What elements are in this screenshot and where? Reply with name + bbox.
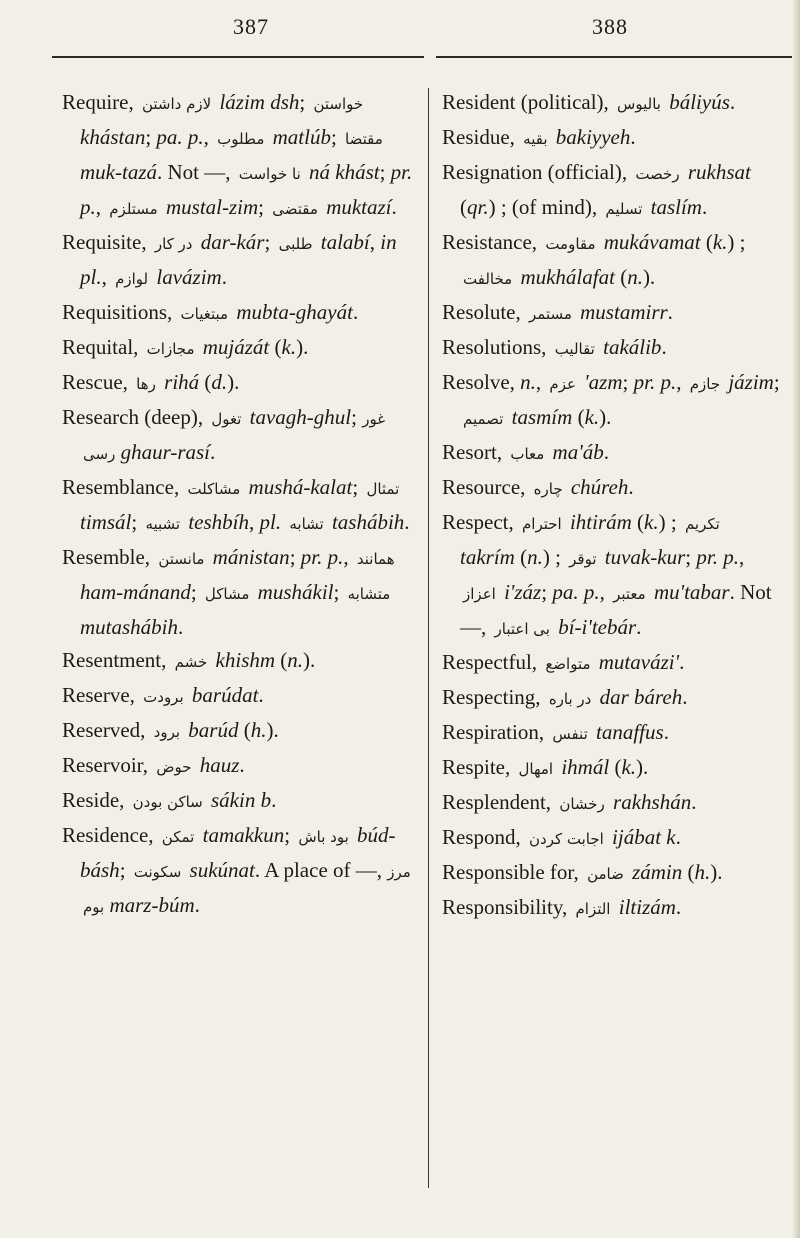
transliteration: pa. p. bbox=[552, 580, 600, 604]
transliteration: n. bbox=[287, 648, 304, 672]
entry-text: Resemble, bbox=[62, 545, 156, 569]
entry-text: Resolute, bbox=[442, 300, 526, 324]
dictionary-entry bbox=[442, 751, 782, 786]
entry-text: . bbox=[729, 90, 736, 114]
entry-text: . bbox=[194, 893, 200, 917]
dictionary-entry bbox=[442, 786, 782, 821]
transliteration: in pl. bbox=[80, 230, 397, 289]
persian-word: ساکن بودن bbox=[132, 793, 203, 811]
entry-text: , bbox=[738, 545, 745, 569]
entry-text: ( bbox=[269, 335, 282, 359]
entry-text: , bbox=[676, 370, 687, 394]
entry-text: Responsible for, bbox=[442, 860, 585, 884]
entry-text: Resentment, bbox=[62, 648, 172, 672]
persian-word: عزم bbox=[549, 375, 576, 393]
transliteration: mu'tabar bbox=[648, 580, 730, 604]
persian-word: ضامن bbox=[587, 865, 624, 883]
transliteration: taslím bbox=[645, 195, 702, 219]
entry-text: ; bbox=[284, 823, 296, 847]
dictionary-entry bbox=[442, 856, 782, 891]
transliteration: bí-i'tebár bbox=[552, 615, 637, 639]
transliteration: qr. bbox=[467, 195, 489, 219]
entry-text: ; bbox=[541, 580, 553, 604]
persian-word: غور رسی bbox=[83, 410, 386, 463]
transliteration: báliyús bbox=[663, 90, 730, 114]
entry-text: ) ; (of mind), bbox=[488, 195, 603, 219]
persian-word: مطلوب bbox=[217, 130, 265, 148]
persian-word: تقالیب bbox=[554, 340, 595, 358]
transliteration: dar-kár bbox=[195, 230, 265, 254]
entry-text: Respond, bbox=[442, 825, 526, 849]
entry-text: , bbox=[249, 510, 260, 534]
entry-text: . bbox=[679, 650, 685, 674]
dictionary-entry bbox=[442, 156, 782, 226]
dictionary-entry bbox=[62, 749, 414, 784]
persian-word: تغول bbox=[211, 410, 242, 428]
persian-word: متواضع bbox=[545, 655, 591, 673]
transliteration: tasmím bbox=[506, 405, 573, 429]
transliteration: ijábat k bbox=[606, 825, 676, 849]
transliteration: dar báreh bbox=[594, 685, 683, 709]
transliteration: rihá bbox=[158, 370, 200, 394]
entry-text: . bbox=[663, 720, 669, 744]
entry-text: Resolutions, bbox=[442, 335, 552, 359]
transliteration: h. bbox=[694, 860, 711, 884]
entry-text: ; bbox=[333, 580, 345, 604]
transliteration: pr. p. bbox=[696, 545, 739, 569]
transliteration: n. bbox=[627, 265, 643, 289]
entry-text: . bbox=[258, 683, 264, 707]
transliteration: mánistan bbox=[207, 545, 290, 569]
entry-text: ; bbox=[352, 475, 364, 499]
entry-text: . bbox=[675, 825, 681, 849]
entry-text: ( bbox=[514, 545, 528, 569]
entry-text: , bbox=[535, 370, 547, 394]
dictionary-entry bbox=[442, 436, 782, 471]
persian-word: مشاکلت bbox=[187, 480, 241, 498]
transliteration: takálib bbox=[597, 335, 662, 359]
persian-word: حوض bbox=[156, 758, 192, 776]
transliteration: d. bbox=[211, 370, 228, 394]
dictionary-entry bbox=[62, 784, 414, 819]
persian-word: تمکن bbox=[161, 828, 195, 846]
transliteration: hauz bbox=[194, 753, 240, 777]
transliteration: tanaffus bbox=[590, 720, 664, 744]
persian-word: متشابه bbox=[347, 585, 391, 603]
transliteration: pr. p. bbox=[300, 545, 344, 569]
transliteration: rakhshán bbox=[607, 790, 692, 814]
transliteration: barúdat bbox=[186, 683, 259, 707]
persian-word: معتبر bbox=[613, 585, 646, 603]
persian-word: مجازات bbox=[146, 340, 195, 358]
transliteration: tamakkun bbox=[197, 823, 285, 847]
persian-word: لازم داشتن bbox=[141, 95, 212, 113]
transliteration: tavagh-ghul bbox=[244, 405, 352, 429]
transliteration: pa. p. bbox=[156, 125, 204, 149]
transliteration: mustamirr bbox=[574, 300, 668, 324]
entry-text: Residence, bbox=[62, 823, 159, 847]
entry-text: Respiration, bbox=[442, 720, 550, 744]
entry-text: Requisitions, bbox=[62, 300, 178, 324]
persian-word: بقیه bbox=[523, 130, 548, 148]
entry-text: ; bbox=[145, 125, 157, 149]
transliteration: muktazí bbox=[320, 195, 392, 219]
persian-word: مقتضی bbox=[272, 200, 318, 218]
entry-text: . bbox=[271, 788, 277, 812]
entry-text: Requital, bbox=[62, 335, 144, 359]
entry-text: ( bbox=[275, 648, 288, 672]
transliteration: mubta-ghayát bbox=[231, 300, 353, 324]
persian-word: بی اعتبار bbox=[494, 620, 550, 638]
entry-text: . Not —, bbox=[460, 580, 772, 639]
transliteration: barúd bbox=[183, 718, 239, 742]
entry-text: . bbox=[661, 335, 667, 359]
persian-word: رخشان bbox=[559, 795, 605, 813]
entry-text: ). bbox=[266, 718, 279, 742]
persian-word: بود باش bbox=[298, 828, 349, 846]
dictionary-entry bbox=[442, 331, 782, 366]
entry-text: ). bbox=[227, 370, 240, 394]
entry-text: Require, bbox=[62, 90, 139, 114]
entry-text: ( bbox=[199, 370, 212, 394]
entry-text: Respectful, bbox=[442, 650, 543, 674]
entry-text: ( bbox=[460, 195, 467, 219]
dictionary-entry bbox=[442, 681, 782, 716]
persian-word: همانند bbox=[356, 550, 395, 568]
transliteration: lavázim bbox=[151, 265, 222, 289]
entry-text: . bbox=[210, 440, 216, 464]
transliteration: mutashábih bbox=[80, 615, 179, 639]
entry-text: Requisite, bbox=[62, 230, 152, 254]
transliteration: h. bbox=[250, 718, 267, 742]
transliteration: iltizám bbox=[613, 895, 676, 919]
entry-text: Residue, bbox=[442, 125, 521, 149]
persian-word: التزام bbox=[575, 900, 611, 918]
transliteration: k. bbox=[644, 510, 659, 534]
persian-word: مقاومت bbox=[545, 235, 596, 253]
transliteration: k. bbox=[712, 230, 728, 254]
entry-text: ; bbox=[289, 545, 301, 569]
page-number-right: 388 bbox=[592, 14, 628, 39]
persian-word: طلبی bbox=[278, 235, 313, 253]
persian-word: توقر bbox=[569, 550, 597, 568]
entry-text: Reside, bbox=[62, 788, 130, 812]
entry-text: Resolve, bbox=[442, 370, 521, 394]
persian-word: رها bbox=[136, 375, 156, 393]
transliteration: khástan bbox=[80, 125, 146, 149]
entry-text: . bbox=[691, 790, 697, 814]
entry-text: ; bbox=[299, 90, 311, 114]
entry-text: . bbox=[391, 195, 397, 219]
transliteration: sukúnat bbox=[184, 858, 255, 882]
entry-text: ; bbox=[119, 858, 131, 882]
dictionary-entry bbox=[62, 819, 414, 924]
dictionary-entry bbox=[62, 679, 414, 714]
header-rule-right bbox=[436, 56, 798, 58]
entry-text: ; bbox=[351, 405, 363, 429]
entry-text: Reserve, bbox=[62, 683, 141, 707]
entry-text: Resistance, bbox=[442, 230, 543, 254]
entry-text: ; bbox=[258, 195, 270, 219]
entry-text: ( bbox=[572, 405, 585, 429]
entry-text: ). bbox=[303, 648, 316, 672]
transliteration: rukhsat bbox=[682, 160, 751, 184]
left-column bbox=[62, 86, 414, 924]
transliteration: mustal-zim bbox=[160, 195, 259, 219]
entry-text: ( bbox=[682, 860, 695, 884]
transliteration: talabí bbox=[315, 230, 370, 254]
entry-text: . bbox=[636, 615, 642, 639]
transliteration: jázim bbox=[723, 370, 774, 394]
dictionary-entry bbox=[62, 714, 414, 749]
persian-word: مخالفت bbox=[463, 270, 513, 288]
entry-text: . bbox=[675, 895, 682, 919]
dictionary-entry bbox=[442, 296, 782, 331]
column-divider bbox=[428, 88, 429, 1188]
transliteration: 'azm bbox=[578, 370, 623, 394]
entry-text: , bbox=[95, 195, 107, 219]
entry-text: Resident (political), bbox=[442, 90, 615, 114]
transliteration: marz-búm bbox=[104, 893, 195, 917]
entry-text: Research (deep), bbox=[62, 405, 209, 429]
persian-word: احترام bbox=[521, 515, 562, 533]
persian-word: مانستن bbox=[158, 550, 205, 568]
entry-text: . bbox=[239, 753, 245, 777]
persian-word: تصمیم bbox=[463, 410, 504, 428]
transliteration: k. bbox=[621, 755, 637, 779]
entry-text: Respite, bbox=[442, 755, 516, 779]
persian-word: اجابت کردن bbox=[529, 830, 604, 848]
transliteration: ná khást bbox=[303, 160, 380, 184]
entry-text: ( bbox=[614, 265, 628, 289]
entry-text: . bbox=[404, 510, 410, 534]
dictionary-entry bbox=[62, 366, 414, 401]
entry-text: ). bbox=[710, 860, 723, 884]
persian-word: امهال bbox=[518, 760, 554, 778]
transliteration: pr. p. bbox=[633, 370, 677, 394]
transliteration: tuvak-kur bbox=[599, 545, 686, 569]
transliteration: n. bbox=[527, 545, 543, 569]
transliteration: zámin bbox=[626, 860, 683, 884]
entry-text: ) ; bbox=[658, 510, 682, 534]
transliteration: ihmál bbox=[556, 755, 610, 779]
transliteration: ham-mánand bbox=[80, 580, 191, 604]
transliteration: mutavázi' bbox=[593, 650, 680, 674]
entry-text: Reservoir, bbox=[62, 753, 154, 777]
transliteration: chúreh bbox=[565, 475, 629, 499]
page-edge-shadow bbox=[792, 0, 800, 1238]
entry-text: Respecting, bbox=[442, 685, 546, 709]
dictionary-entry bbox=[442, 646, 782, 681]
entry-text: Respect, bbox=[442, 510, 519, 534]
dictionary-entry bbox=[442, 366, 782, 436]
persian-word: مستمر bbox=[529, 305, 572, 323]
persian-word: رخصت bbox=[635, 165, 680, 183]
persian-word: مقتضا bbox=[345, 130, 383, 148]
entry-text: . Not —, bbox=[157, 160, 236, 184]
dictionary-entry bbox=[62, 296, 414, 331]
persian-word: چاره bbox=[533, 480, 563, 498]
header-rule-left bbox=[52, 56, 424, 58]
transliteration: n. bbox=[520, 370, 536, 394]
entry-text: ; bbox=[190, 580, 202, 604]
transliteration: ma'áb bbox=[547, 440, 604, 464]
transliteration: pr. p. bbox=[80, 160, 413, 219]
transliteration: k. bbox=[281, 335, 297, 359]
dictionary-entry bbox=[62, 86, 414, 226]
transliteration: khishm bbox=[210, 648, 276, 672]
entry-text: . bbox=[221, 265, 227, 289]
persian-word: در کار bbox=[154, 235, 193, 253]
transliteration: i'záz bbox=[498, 580, 542, 604]
dictionary-entry bbox=[62, 226, 414, 296]
persian-word: مرز بوم bbox=[83, 863, 411, 916]
transliteration: mukávamat bbox=[598, 230, 701, 254]
transliteration: búd-básh bbox=[80, 823, 396, 882]
entry-text: , bbox=[101, 265, 113, 289]
right-column bbox=[442, 86, 782, 926]
transliteration: tashábih bbox=[326, 510, 405, 534]
transliteration: muk-tazá bbox=[80, 160, 157, 184]
entry-text: ( bbox=[631, 510, 645, 534]
entry-text: ) ; bbox=[727, 230, 746, 254]
entry-text: ; bbox=[379, 160, 391, 184]
persian-word: تسلیم bbox=[605, 200, 643, 218]
entry-text: Responsibility, bbox=[442, 895, 573, 919]
entry-text: Resemblance, bbox=[62, 475, 185, 499]
entry-text: ( bbox=[700, 230, 713, 254]
entry-text: ) ; bbox=[542, 545, 567, 569]
persian-word: لوازم bbox=[115, 270, 149, 288]
dictionary-entry bbox=[442, 821, 782, 856]
entry-text: ; bbox=[622, 370, 634, 394]
page-header bbox=[0, 0, 800, 60]
entry-text: ( bbox=[609, 755, 622, 779]
persian-word: بالیوس bbox=[617, 95, 661, 113]
persian-word: مشاکل bbox=[204, 585, 250, 603]
entry-text: ( bbox=[238, 718, 251, 742]
dictionary-entry bbox=[62, 541, 414, 644]
persian-word: اعزاز bbox=[463, 585, 496, 603]
persian-word: تشبیه bbox=[145, 515, 181, 533]
dictionary-entry bbox=[442, 121, 782, 156]
persian-word: جازم bbox=[689, 375, 721, 393]
dictionary-entry bbox=[62, 471, 414, 541]
dictionary-entry bbox=[442, 471, 782, 506]
persian-word: برود bbox=[153, 723, 181, 741]
transliteration: lázim dsh bbox=[214, 90, 300, 114]
persian-word: تشابه bbox=[289, 515, 324, 533]
entry-text: ). bbox=[296, 335, 309, 359]
dictionary-entry bbox=[442, 716, 782, 751]
transliteration: mukhálafat bbox=[515, 265, 615, 289]
transliteration: matlúb bbox=[267, 125, 331, 149]
persian-word: نا خواست bbox=[238, 165, 301, 183]
persian-word: در باره bbox=[548, 690, 592, 708]
entry-text: ; bbox=[131, 510, 143, 534]
persian-word: تنفس bbox=[552, 725, 588, 743]
entry-text: , bbox=[203, 125, 215, 149]
transliteration: mushákil bbox=[252, 580, 334, 604]
entry-text: . bbox=[667, 300, 673, 324]
transliteration: mushá-kalat bbox=[243, 475, 353, 499]
entry-text: . bbox=[628, 475, 634, 499]
entry-text: Resort, bbox=[442, 440, 508, 464]
dictionary-entry bbox=[62, 644, 414, 679]
entry-text: ). bbox=[642, 265, 656, 289]
dictionary-entry bbox=[442, 226, 782, 296]
entry-text: . bbox=[701, 195, 708, 219]
entry-text: Resplendent, bbox=[442, 790, 557, 814]
transliteration: ghaur-rasí bbox=[115, 440, 211, 464]
entry-text: , bbox=[343, 545, 354, 569]
entry-text: Reserved, bbox=[62, 718, 151, 742]
persian-word: تکریم bbox=[684, 515, 720, 533]
transliteration: bakiyyeh bbox=[550, 125, 631, 149]
transliteration: timsál bbox=[80, 510, 132, 534]
dictionary-entry bbox=[442, 891, 782, 926]
dictionary-entry bbox=[442, 506, 782, 646]
entry-text: Resignation (official), bbox=[442, 160, 633, 184]
persian-word: خشم bbox=[174, 653, 208, 671]
persian-word: مستلزم bbox=[109, 200, 158, 218]
dictionary-entry bbox=[442, 86, 782, 121]
entry-text: . bbox=[682, 685, 688, 709]
transliteration: sákin b bbox=[205, 788, 272, 812]
entry-text: . A place of —, bbox=[254, 858, 388, 882]
entry-text: ; bbox=[330, 125, 343, 149]
entry-text: ; bbox=[685, 545, 697, 569]
persian-word: معاب bbox=[510, 445, 545, 463]
entry-text: , bbox=[369, 230, 381, 254]
entry-text: . bbox=[630, 125, 636, 149]
dictionary-entry bbox=[62, 331, 414, 366]
entry-text: Rescue, bbox=[62, 370, 134, 394]
persian-word: تمثال bbox=[366, 480, 400, 498]
persian-word: برودت bbox=[143, 688, 184, 706]
entry-text: ; bbox=[264, 230, 276, 254]
persian-word: سکونت bbox=[133, 863, 182, 881]
page-number-left: 387 bbox=[233, 14, 269, 39]
entry-text: , bbox=[599, 580, 611, 604]
entry-text: . bbox=[352, 300, 359, 324]
transliteration: teshbíh bbox=[183, 510, 250, 534]
persian-word: خواستن bbox=[313, 95, 364, 113]
entry-text: ). bbox=[636, 755, 649, 779]
transliteration: ihtirám bbox=[564, 510, 632, 534]
entry-text: Resource, bbox=[442, 475, 531, 499]
transliteration: takrím bbox=[460, 545, 515, 569]
entry-text: ; bbox=[773, 370, 780, 394]
dictionary-entry bbox=[62, 401, 414, 471]
entry-text: ). bbox=[599, 405, 612, 429]
transliteration: mujázát bbox=[197, 335, 270, 359]
entry-text: . bbox=[178, 615, 184, 639]
persian-word: مبتغیات bbox=[180, 305, 229, 323]
entry-text: . bbox=[603, 440, 609, 464]
transliteration: pl. bbox=[259, 510, 282, 534]
transliteration: k. bbox=[584, 405, 600, 429]
